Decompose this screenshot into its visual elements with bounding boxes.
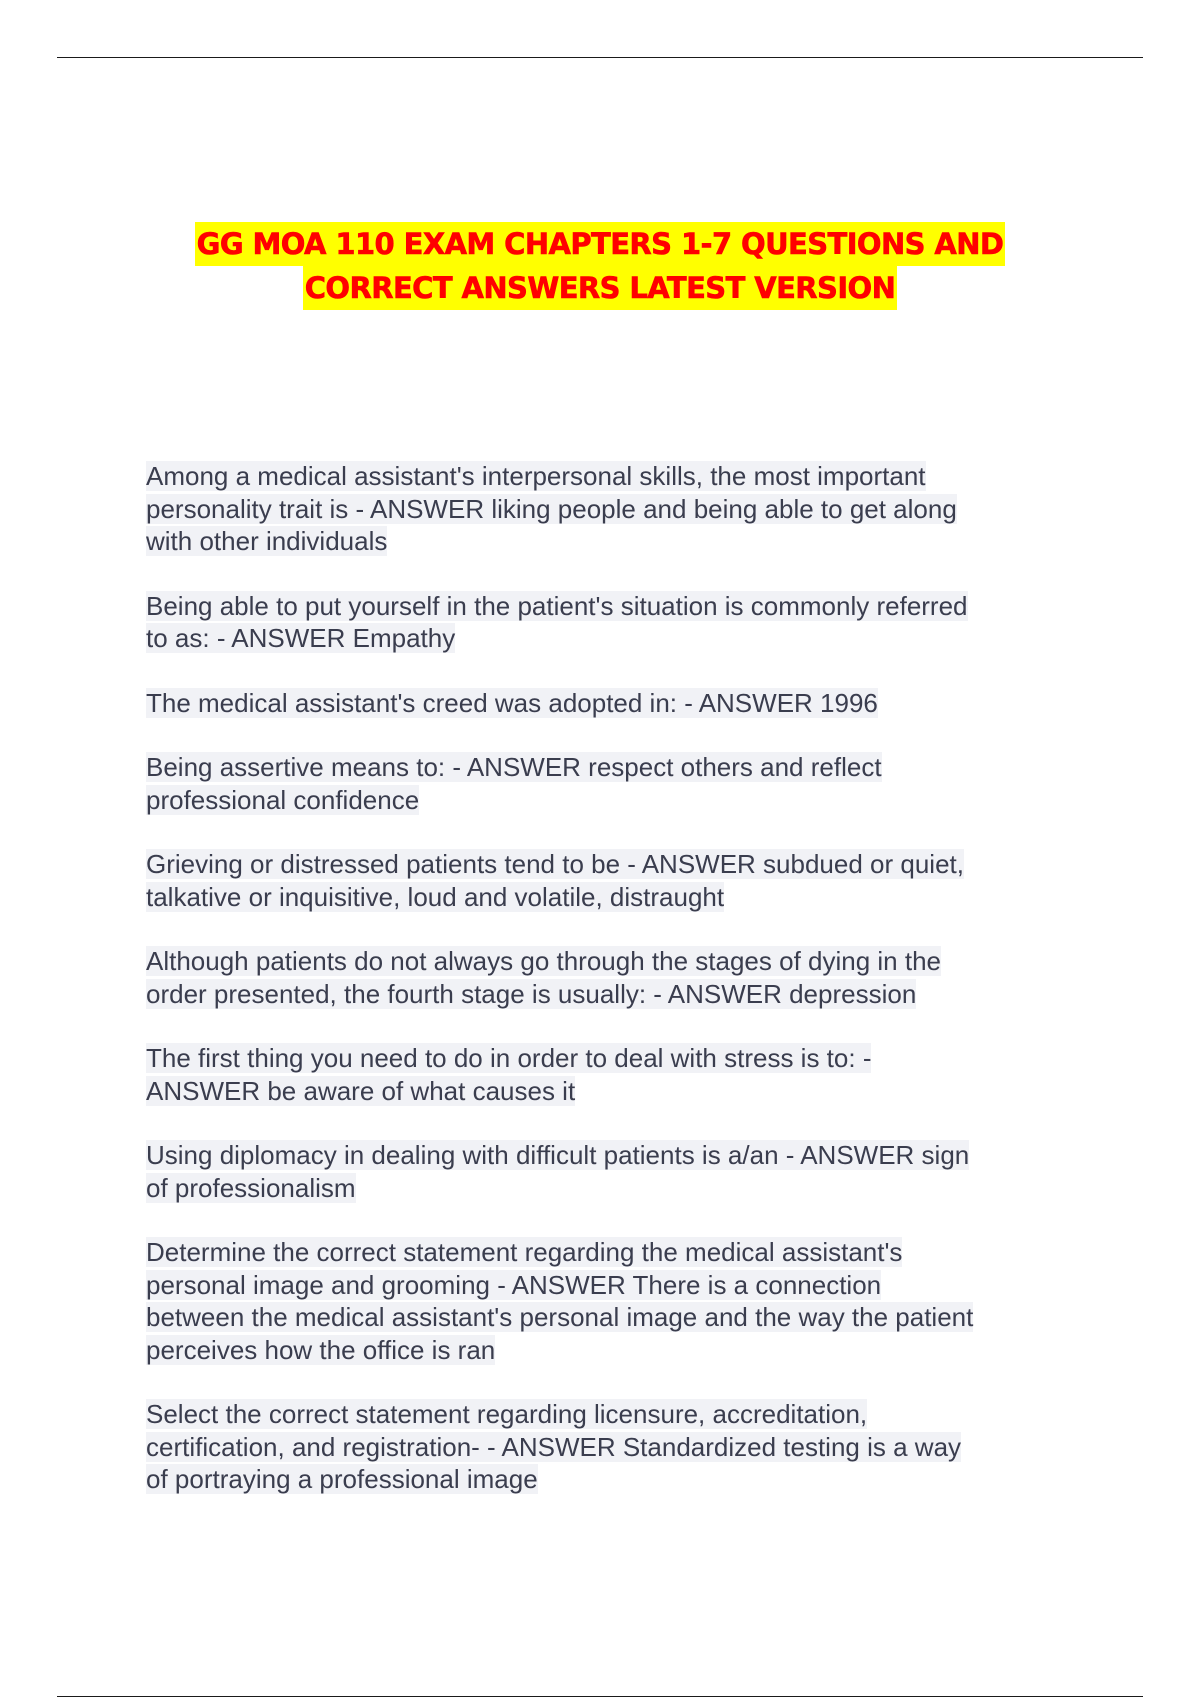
qa-line: ANSWER be aware of what causes it [146,1075,576,1106]
document-title [0,222,1200,310]
qa-item-9 [146,1236,1066,1366]
qa-line: perceives how the office is ran [146,1334,496,1365]
qa-item-5 [146,848,1066,913]
qa-line: Select the correct statement regarding licensure, accreditation, [146,1399,868,1429]
qa-line: certification, and registration- - ANSWER Standardized testing is a way [146,1431,962,1462]
qa-line: Although patients do not always go through the stages of dying in the [146,946,941,976]
qa-item-10 [146,1398,1066,1496]
qa-line: Being able to put yourself in the patient's situation is commonly referred [146,590,968,621]
qa-line: with other individuals [146,526,388,556]
qa-list [146,460,1066,1528]
qa-line: personality trait is - ANSWER liking people and being able to get along [146,493,957,524]
qa-line: The first thing you need to do in order to deal with stress is to: - [146,1043,872,1073]
qa-line: of portraying a professional image [146,1464,538,1494]
top-rule [57,57,1143,58]
qa-line: order presented, the fourth stage is usually: - ANSWER depression [146,978,917,1009]
title-line-2: CORRECT ANSWERS LATEST VERSION [303,266,898,310]
bottom-rule [57,1696,1143,1697]
qa-line: Being assertive means to: - ANSWER respect others and reflect [146,752,882,782]
qa-line: to as: - ANSWER Empathy [146,623,456,653]
qa-line: Grieving or distressed patients tend to be - ANSWER subdued or quiet, [146,849,964,879]
title-line-1: GG MOA 110 EXAM CHAPTERS 1-7 QUESTIONS AND [195,222,1006,266]
qa-item-3 [146,687,1066,720]
qa-line: Determine the correct statement regarding the medical assistant's [146,1237,903,1267]
qa-line: professional confidence [146,784,420,815]
qa-item-7 [146,1042,1066,1107]
qa-line: talkative or inquisitive, loud and volatile, distraught [146,881,725,912]
qa-line: The medical assistant's creed was adopted in: - ANSWER 1996 [146,687,878,718]
qa-item-4 [146,751,1066,816]
qa-item-2 [146,590,1066,655]
qa-item-8 [146,1139,1066,1204]
qa-item-1 [146,460,1066,558]
qa-item-6 [146,945,1066,1010]
qa-line: Among a medical assistant's interpersonal skills, the most important [146,461,926,491]
qa-line: Using diplomacy in dealing with difficult patients is a/an - ANSWER sign [146,1140,970,1170]
qa-line: between the medical assistant's personal image and the way the patient [146,1302,974,1332]
qa-line: of professionalism [146,1172,356,1203]
qa-line: personal image and grooming - ANSWER There is a connection [146,1269,882,1300]
